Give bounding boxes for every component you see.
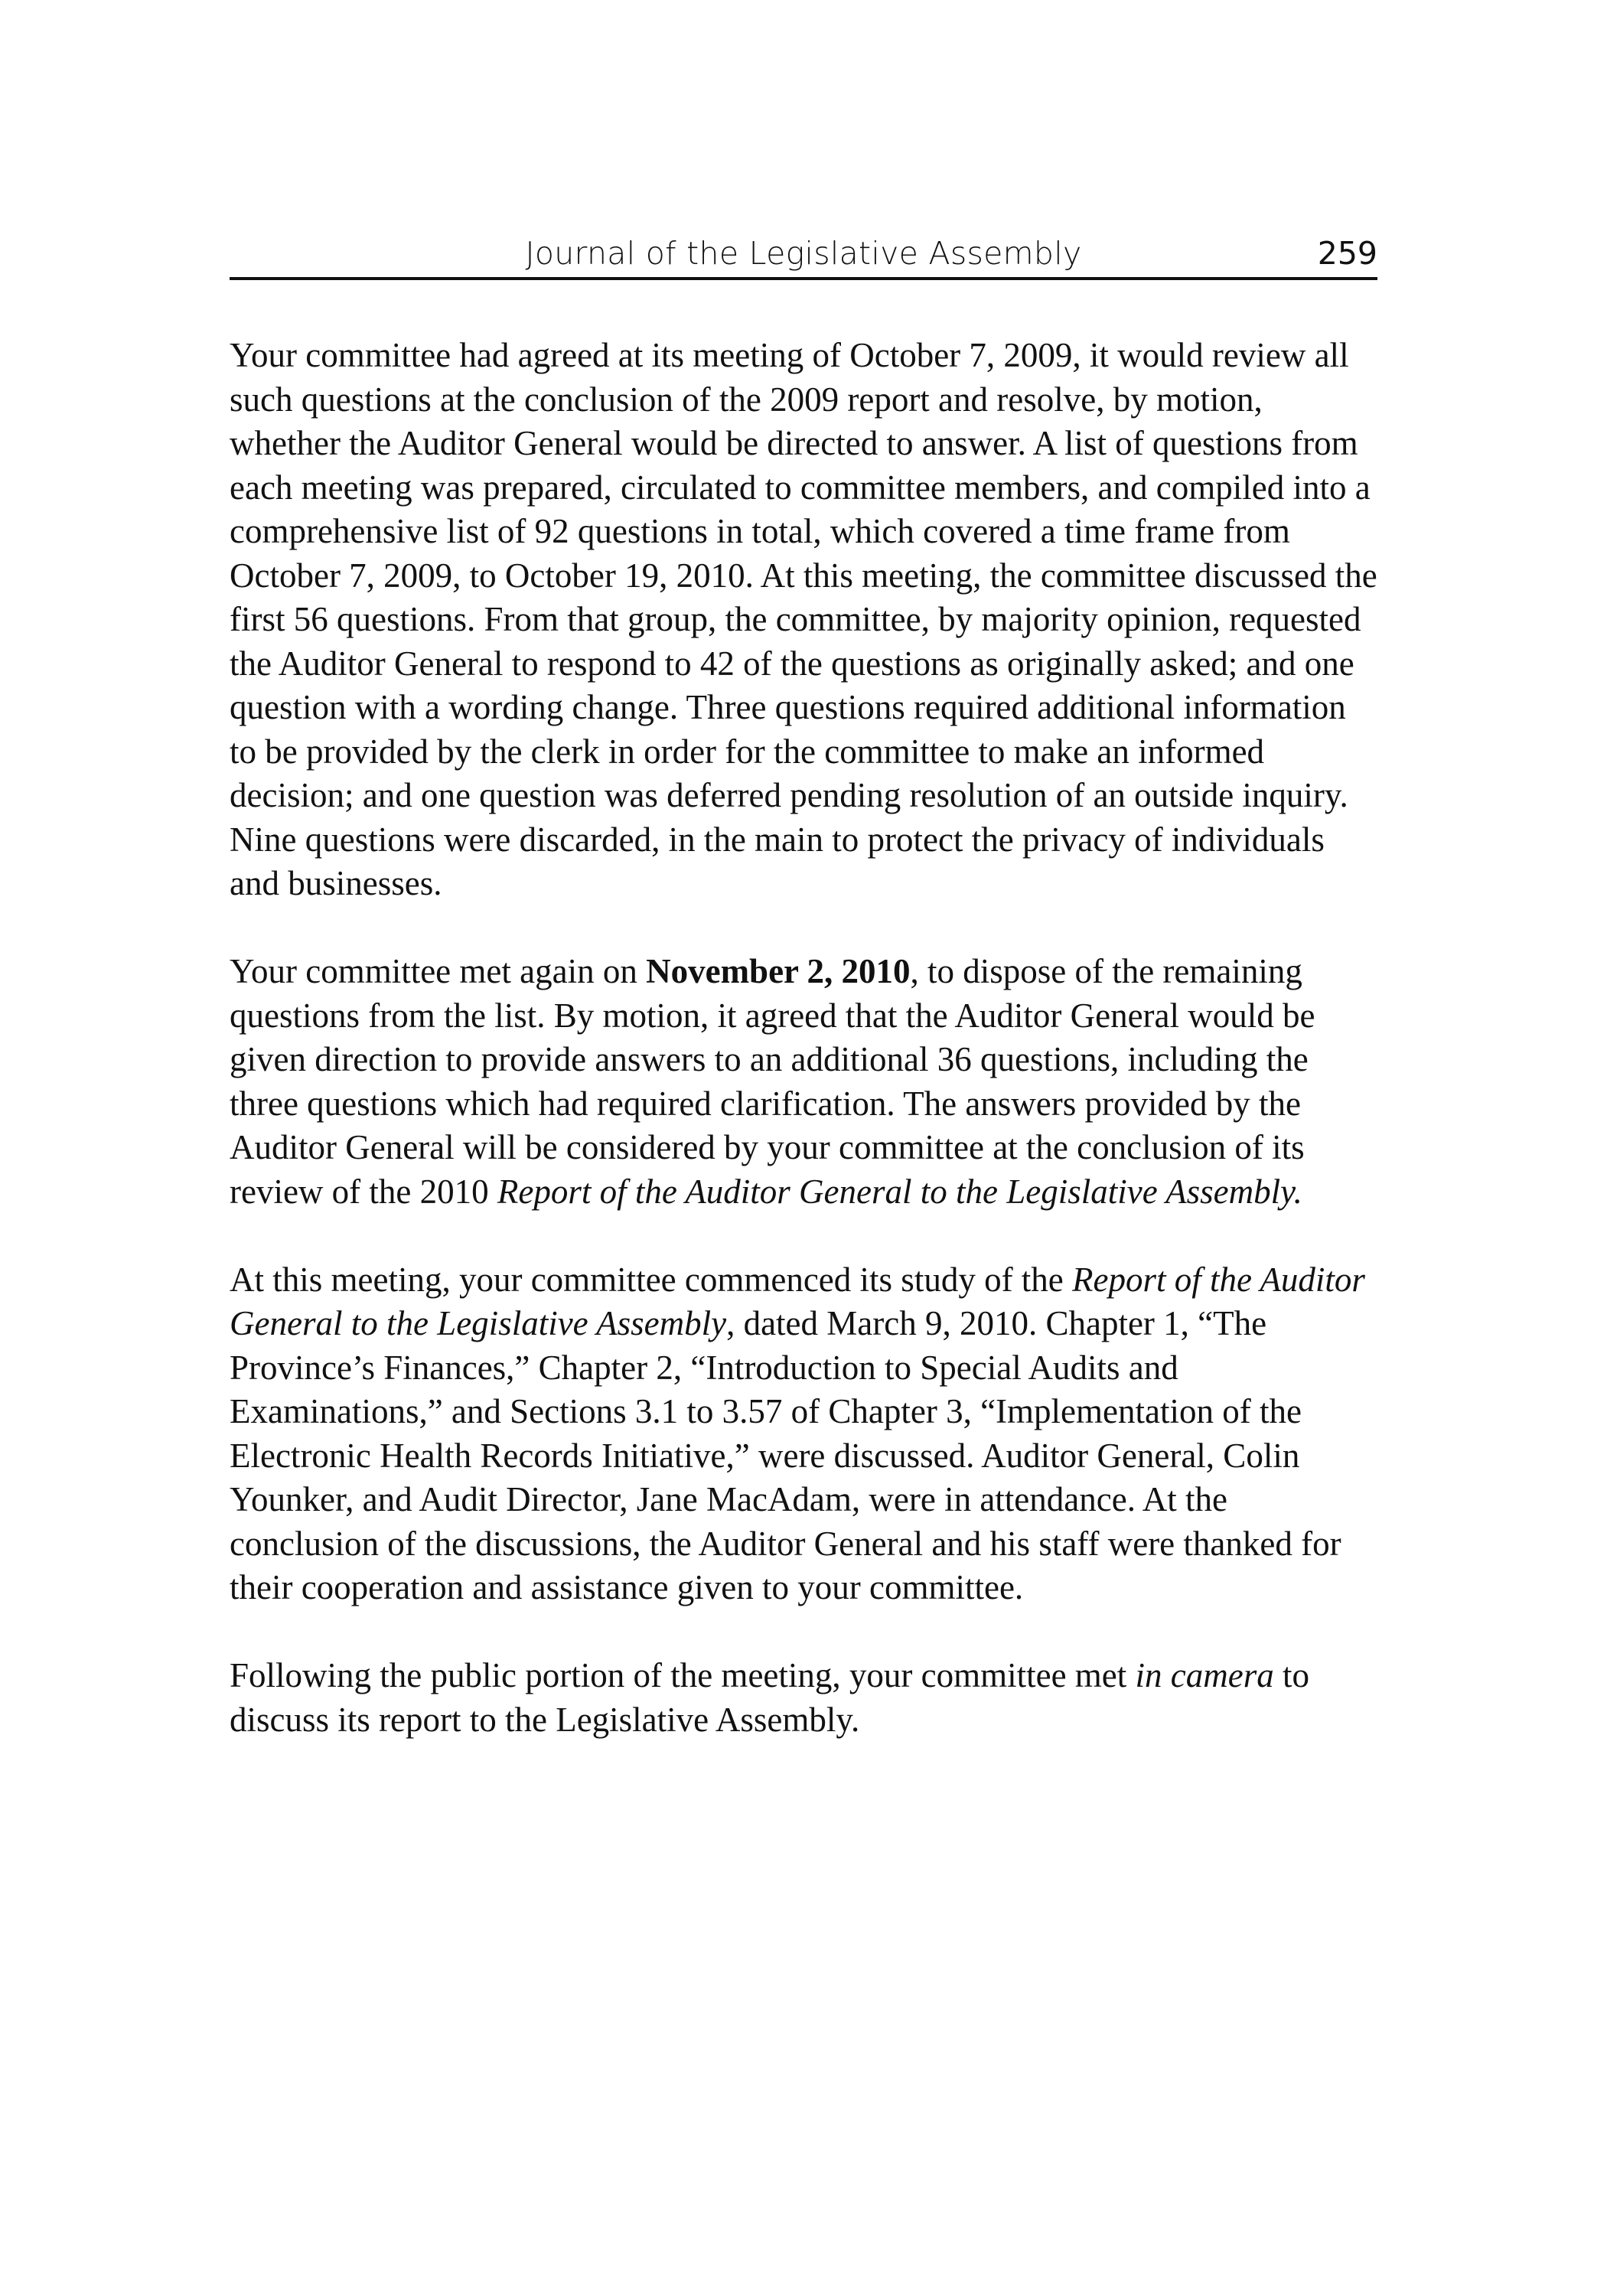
- paragraph-in-camera: [230, 1654, 1377, 1742]
- meeting-date: November 2, 2010: [646, 952, 911, 990]
- running-header: [230, 230, 1377, 280]
- paragraph-text: Your committee met again on: [230, 952, 647, 990]
- paragraph-november-meeting: [230, 950, 1377, 1214]
- report-title: Report of the Auditor General to the Legislative Assembly: [230, 1260, 1365, 1342]
- paragraph-questions-review: Your committee had agreed at its meeting of October 7, 2009, it would review all such questions at the conclusion of the 2009 report and resolve, by motion, whether the Auditor General would be directed to answer. A list of questions from each meeting was prepared, circulated to committee members, and compiled into a comprehensive list of 92 questions in total, which covered a time frame from October 7, 2009, to October 19, 2010. At this meeting, the committee discussed the first 56 questions. From that group, the committee, by majority opinion, requested the Auditor General to respond to 42 of the questions as originally asked; and one question with a wording change. Three questions required additional information to be provided by the clerk in order for the committee to make an informed decision; and one question was deferred pending resolution of an outside inquiry. Nine questions were discarded, in the main to protect the privacy of individuals and businesses.: [230, 336, 1377, 902]
- body-text: [230, 334, 1377, 1742]
- journal-title: Journal of the Legislative Assembly: [525, 235, 1082, 272]
- paragraph-text: At this meeting, your committee commenced its study of the: [230, 1260, 1073, 1299]
- paragraph-text: Following the public portion of the meeting, your committee met: [230, 1656, 1136, 1694]
- paragraph-study-commenced: [230, 1258, 1377, 1610]
- paragraph-text: to discuss its report to the Legislative Assembly.: [230, 1656, 1310, 1739]
- paragraph-text: , dated March 9, 2010. Chapter 1, “The Province’s Finances,” Chapter 2, “Introduction to Special Audits and Examinations,” and Sections 3.1 to 3.57 of Chapter 3, “Implementation of the Electronic Health Records Initiative,” were discussed. Auditor General, Colin Younker, and Audit Director, Jane MacAdam, were in attendance. At the conclusion of the discussions, the Auditor General and his staff were thanked for their cooperation and assistance given to your committee.: [230, 1304, 1341, 1606]
- page-number: 259: [1317, 235, 1377, 272]
- paragraph-text: , to dispose of the remaining questions from the list. By motion, it agreed that the Auditor General would be given direction to provide answers to an additional 36 questions, including the three questions which had required clarification. The answers provided by the Auditor General will be considered by your committee at the conclusion of its review of the 2010: [230, 952, 1315, 1211]
- report-title: Report of the Auditor General to the Legislative Assembly.: [497, 1172, 1302, 1211]
- in-camera-term: in camera: [1135, 1656, 1274, 1694]
